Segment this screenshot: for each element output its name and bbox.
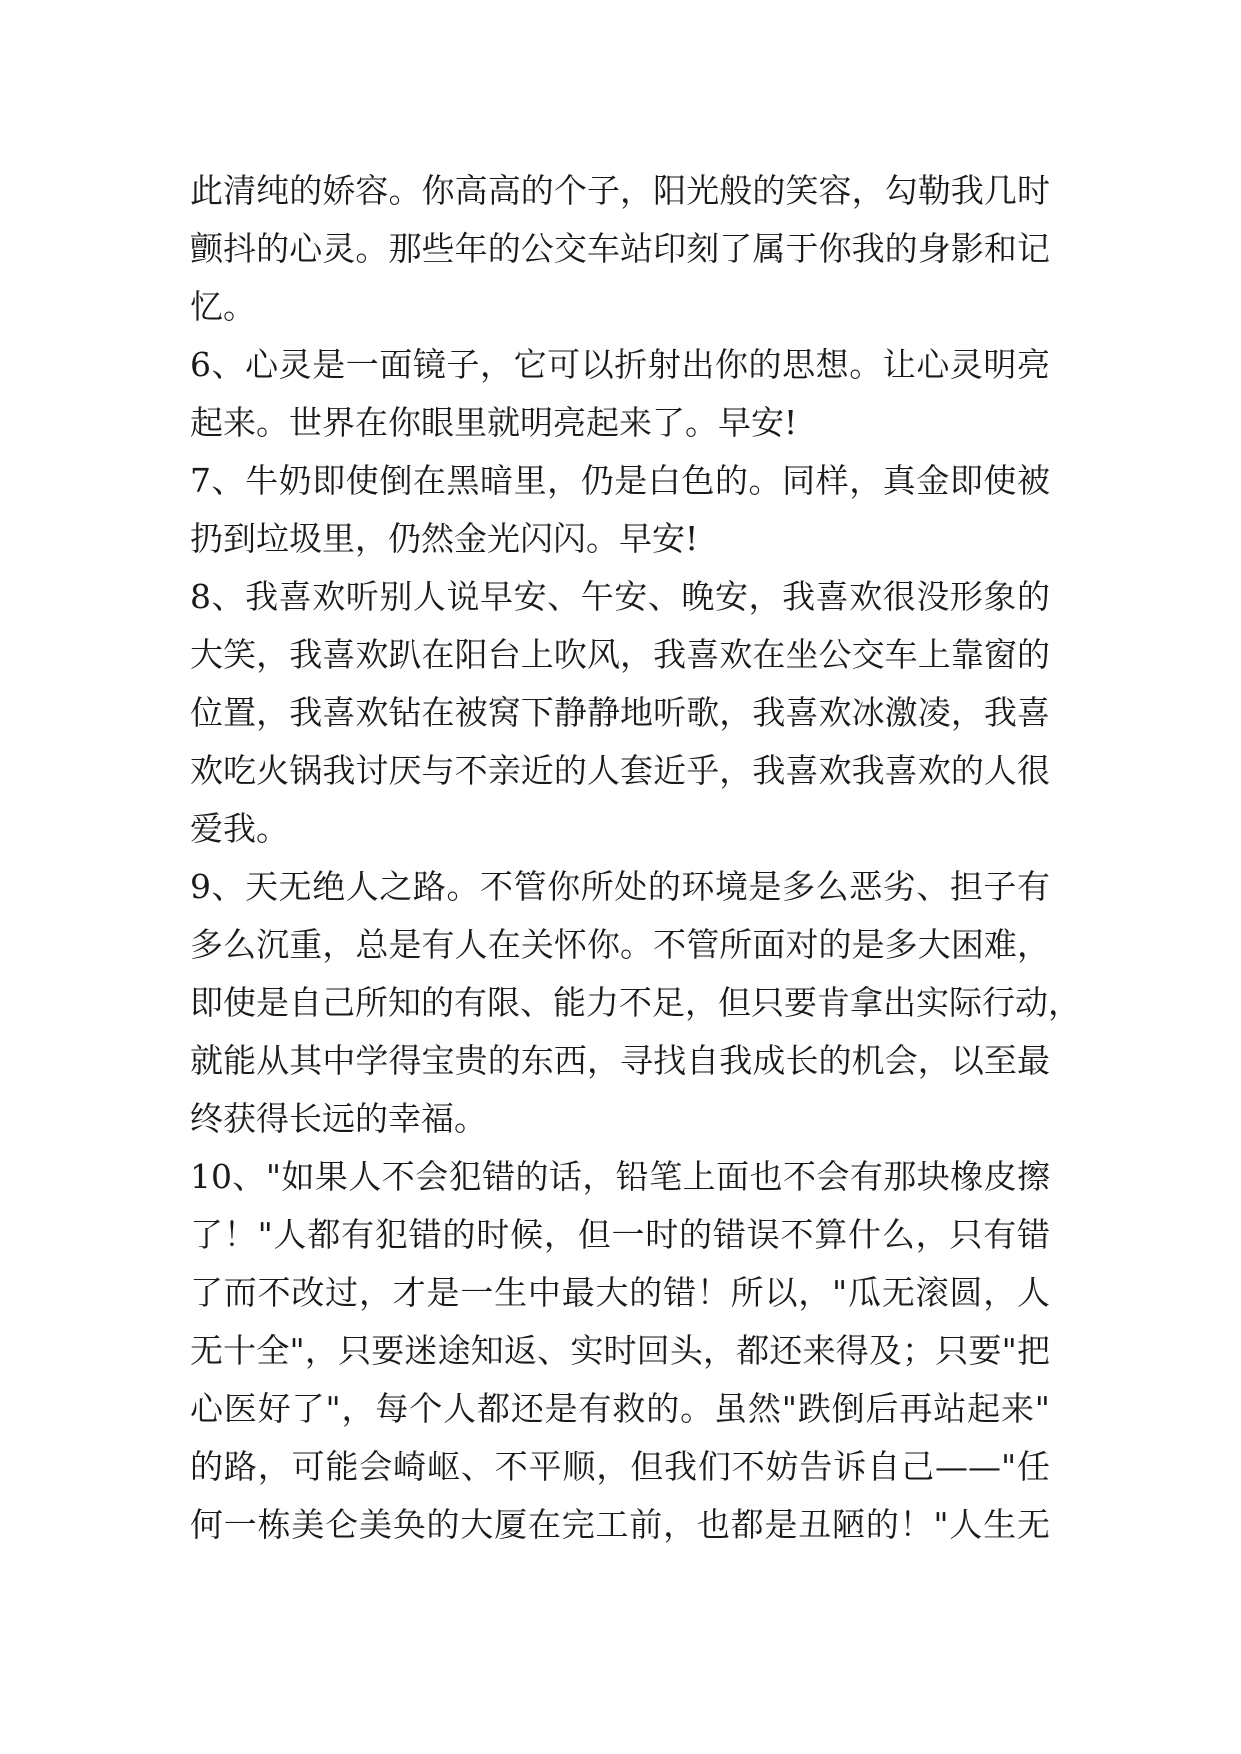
- text-line: 9、天无绝人之路。不管你所处的环境是多么恶劣、担子有: [190, 867, 1050, 906]
- text-line: 大笑，我喜欢趴在阳台上吹风，我喜欢在坐公交车上靠窗的: [190, 635, 1050, 674]
- document-body: [190, 162, 1081, 1554]
- text-line: 位置，我喜欢钻在被窝下静静地听歌，我喜欢冰激凌，我喜: [190, 693, 1050, 732]
- text-line: 即使是自己所知的有限、能力不足，但只要肯拿出实际行动，: [190, 983, 1081, 1022]
- text-line: 的路，可能会崎岖、不平顺，但我们不妨告诉自己——"任: [190, 1447, 1050, 1486]
- text-line: 起来。世界在你眼里就明亮起来了。早安!: [190, 403, 798, 442]
- text-line: 颤抖的心灵。那些年的公交车站印刻了属于你我的身影和记: [190, 229, 1050, 268]
- text-line: 忆。: [190, 287, 256, 326]
- text-line: 终获得长远的幸福。: [190, 1099, 487, 1138]
- text-line: 了！"人都有犯错的时候，但一时的错误不算什么，只有错: [190, 1215, 1050, 1254]
- text-line: 10、"如果人不会犯错的话，铅笔上面也不会有那块橡皮擦: [190, 1157, 1050, 1196]
- text-line: 多么沉重，总是有人在关怀你。不管所面对的是多大困难，: [190, 925, 1050, 964]
- text-line: 就能从其中学得宝贵的东西，寻找自我成长的机会，以至最: [190, 1041, 1050, 1080]
- text-line: 了而不改过，才是一生中最大的错！所以，"瓜无滚圆，人: [190, 1273, 1050, 1312]
- text-line: 心医好了"，每个人都还是有救的。虽然"跌倒后再站起来": [190, 1389, 1050, 1428]
- text-line: 6、心灵是一面镜子，它可以折射出你的思想。让心灵明亮: [190, 345, 1050, 384]
- text-line: 此清纯的娇容。你高高的个子，阳光般的笑容，勾勒我几时: [190, 171, 1050, 210]
- text-line: 何一栋美仑美奂的大厦在完工前，也都是丑陋的！"人生无: [190, 1505, 1050, 1544]
- text-line: 爱我。: [190, 809, 289, 848]
- text-line: 欢吃火锅我讨厌与不亲近的人套近乎，我喜欢我喜欢的人很: [190, 751, 1050, 790]
- text-line: 无十全"，只要迷途知返、实时回头，都还来得及；只要"把: [190, 1331, 1050, 1370]
- text-line: 扔到垃圾里，仍然金光闪闪。早安!: [190, 519, 699, 558]
- text-line: 8、我喜欢听别人说早安、午安、晚安，我喜欢很没形象的: [190, 577, 1050, 616]
- text-line: 7、牛奶即使倒在黑暗里，仍是白色的。同样，真金即使被: [190, 461, 1050, 500]
